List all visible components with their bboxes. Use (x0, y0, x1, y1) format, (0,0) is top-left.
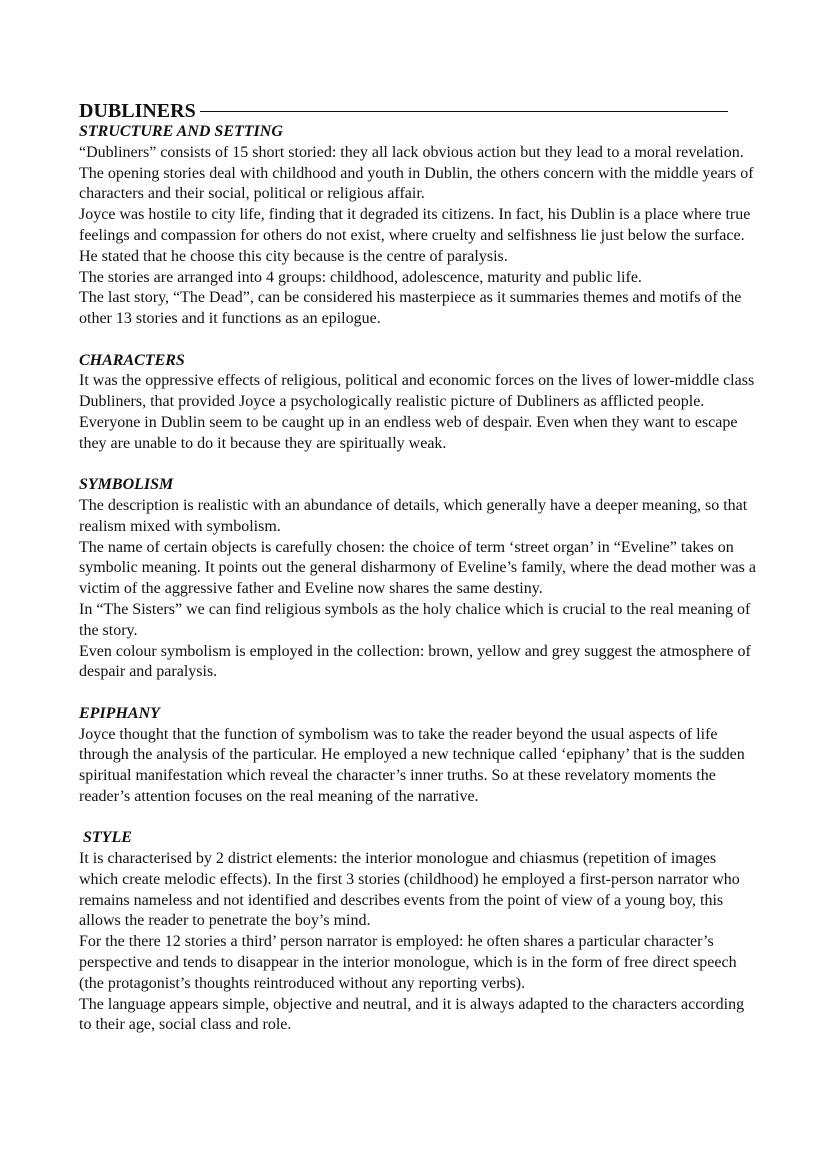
paragraph: It was the oppressive effects of religious, political and economic forces on the lives of lower-middle class Dubliners, that provided Joyce a psychologically realistic picture of Dubliners as afflicted people. Everyone in Dublin seem to be caught up in an endless web of despair. Even when they want to escape they are unable to do it because they are spiritually weak. (79, 372, 755, 452)
paragraph: The stories are arranged into 4 groups: childhood, adolescence, maturity and public life. (79, 268, 642, 286)
title-rule (200, 111, 728, 112)
paragraph: For the there 12 stories a third’ person narrator is employed: he often shares a particular character’s perspective and tends to disappear in the interior monologue, which is in the form of free direct speech (the protagonist’s thoughts reintroduced without any reporting verbs). (79, 933, 737, 992)
section-epiphany (79, 704, 759, 808)
document-title: DUBLINERS (79, 100, 196, 122)
section-style (79, 828, 759, 1036)
section-characters (79, 351, 759, 455)
paragraph: The name of certain objects is carefully chosen: the choice of term ‘street organ’ in “Eveline” takes on symbolic meaning. It points out the general disharmony of Eveline’s family, where the dead mother was a victim of the aggressive father and Eveline now shares the same destiny. (79, 538, 756, 598)
paragraph: Joyce was hostile to city life, finding that it degraded its citizens. In fact, his Dublin is a place where true feelings and compassion for others do not exist, where cruelty and selfishness lie just below the surface. He stated that he choose this city because is the centre of paralysis. (79, 206, 751, 265)
document-page (79, 100, 759, 1036)
paragraph: The description is realistic with an abundance of details, which generally have a deeper meaning, so that realism mixed with symbolism. (79, 496, 748, 535)
section-heading: STRUCTURE AND SETTING (79, 123, 283, 140)
section-heading: EPIPHANY (79, 704, 160, 722)
document-title-row (79, 100, 759, 122)
paragraph: It is characterised by 2 district elements: the interior monologue and chiasmus (repetition of images which create melodic effects). In the first 3 stories (childhood) he employed a first-person narrator who remains nameless and not identified and describes events from the point of view of a young boy, this allows the reader to penetrate the boy’s mind. (79, 850, 740, 930)
paragraph: In “The Sisters” we can find religious symbols as the holy chalice which is crucial to the real meaning of the story. (79, 600, 751, 639)
section-symbolism (79, 475, 759, 683)
section-structure-and-setting (79, 122, 759, 330)
section-heading: STYLE (83, 829, 132, 847)
paragraph: The language appears simple, objective and neutral, and it is always adapted to the characters according to their age, social class and role. (79, 995, 745, 1034)
section-heading: CHARACTERS (79, 351, 185, 369)
paragraph: Joyce thought that the function of symbolism was to take the reader beyond the usual aspects of life through the analysis of the particular. He employed a new technique called ‘epiphany’ that is the sudden spiritual manifestation which reveal the character’s inner truths. So at these revelatory moments the reader’s attention focuses on the real meaning of the narrative. (79, 725, 745, 805)
paragraph: The opening stories deal with childhood and youth in Dublin, the others concern with the middle years of characters and their social, political or religious affair. (79, 164, 754, 203)
paragraph: Even colour symbolism is employed in the collection: brown, yellow and grey suggest the atmosphere of despair and paralysis. (79, 642, 751, 681)
paragraph: “Dubliners” consists of 15 short storied: they all lack obvious action but they lead to a moral revelation. (79, 143, 744, 161)
paragraph: The last story, “The Dead”, can be considered his masterpiece as it summaries themes and motifs of the other 13 stories and it functions as an epilogue. (79, 289, 742, 328)
section-heading: SYMBOLISM (79, 476, 174, 494)
